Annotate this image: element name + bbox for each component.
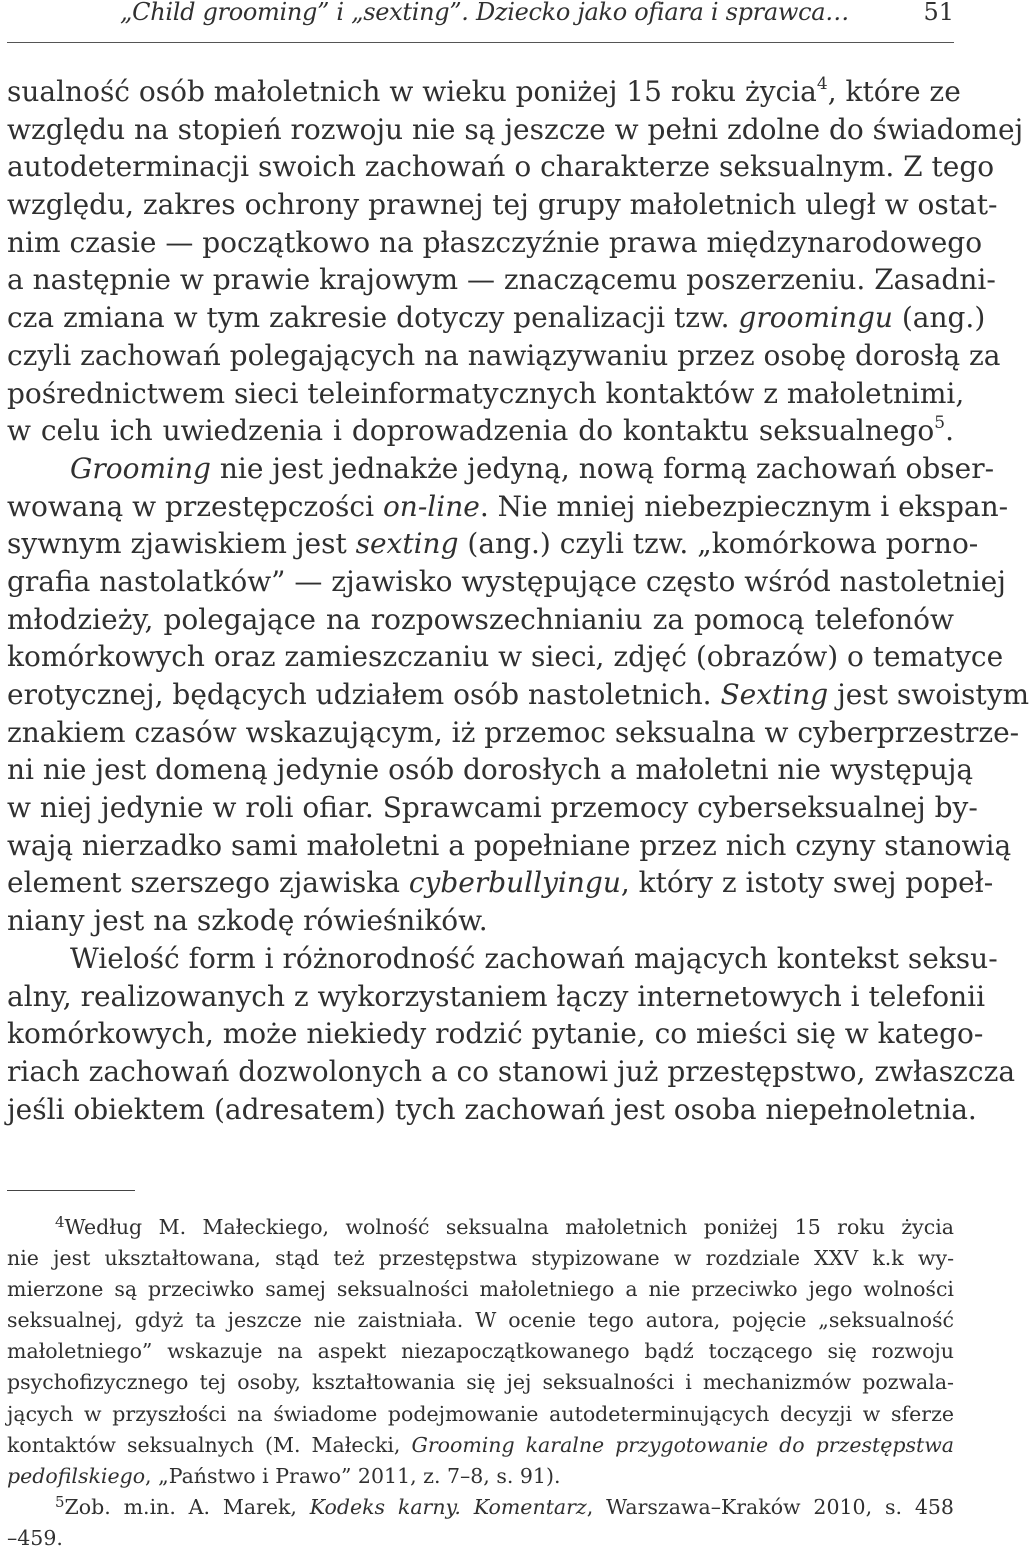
footnote-line: seksualnej, gdyż ta jeszcze nie zaistniała. W ocenie tego autora, pojęcie „seksualność: [7, 1308, 954, 1333]
running-header: [7, 0, 954, 43]
footnotes: [7, 1212, 954, 1554]
text-line: sualność osób małoletnich w wieku poniżej 15 roku życia$^4$, które ze: [7, 74, 961, 108]
text-line: nim czasie — początkowo na płaszczyźnie prawa międzynarodowego: [7, 225, 983, 259]
text-line: autodeterminacji swoich zachowań o charakterze seksualnym. Z tego: [7, 150, 995, 184]
text-line: Wielość form i różnorodność zachowań mających kontekst seksu-: [70, 941, 998, 975]
footnote-number: 5: [55, 1492, 65, 1511]
page-number: 51: [923, 0, 954, 26]
text-line: komórkowych, może niekiedy rodzić pytanie, co mieści się w katego-: [7, 1017, 984, 1051]
text-line: jeśli obiektem (adresatem) tych zachowań jest osoba niepełnoletnia.: [7, 1092, 977, 1126]
footnote-line: $^4$Według M. Małeckiego, wolność seksualna małoletnich poniżej 15 roku życia: [55, 1213, 954, 1239]
text-line: sywnym zjawiskiem jest sexting (ang.) czyli tzw. „komórkowa porno-: [7, 527, 979, 561]
text-line: niany jest na szkodę rówieśników.: [7, 904, 488, 938]
text-line: element szerszego zjawiska cyberbullyingu, który z istoty swej popeł-: [7, 866, 994, 900]
text-line: alny, realizowanych z wykorzystaniem łączy internetowych i telefonii: [7, 979, 986, 1013]
text-line: względu na stopień rozwoju nie są jeszcze w pełni zdolne do świadomej: [7, 112, 1024, 146]
footnote-number: 4: [55, 1213, 65, 1231]
text-line: wowaną w przestępczości on-line. Nie mniej niebezpiecznym i ekspan-: [7, 489, 1009, 523]
text-line: a następnie w prawie krajowym — znaczącemu poszerzeniu. Zasadni-: [7, 263, 996, 297]
footnote-line: psychofizycznego tej osoby, kształtowania się jej seksualności i mechanizmów pozwala-: [7, 1370, 954, 1395]
footnote-line: nie jest ukształtowana, stąd też przestępstwa stypizowane w rozdziale XXV k.k wy-: [7, 1246, 954, 1271]
text-line: komórkowych oraz zamieszczaniu w sieci, zdjęć (obrazów) o tematyce: [7, 640, 1004, 674]
footnote-line: –459.: [7, 1525, 63, 1550]
text-line: względu, zakres ochrony prawnej tej grupy małoletnich uległ w ostat-: [7, 188, 998, 222]
footnote-ref[interactable]: 5: [934, 413, 946, 434]
footnote-line: pedofilskiego, „Państwo i Prawo” 2011, z. 7–8, s. 91).: [7, 1463, 561, 1488]
footnote-line: $^5$Zob. m.in. A. Marek, Kodeks karny. Komentarz, Warszawa–Kraków 2010, s. 458: [55, 1492, 954, 1519]
footnote-line: mierzone są przeciwko samej seksualności małoletniego a nie przeciwko jego wolności: [7, 1277, 954, 1302]
text-line: Grooming nie jest jednakże jedyną, nową formą zachowań obser-: [70, 451, 995, 485]
text-line: wają nierzadko sami małoletni a popełniane przez nich czyny stanowią: [7, 828, 1012, 862]
text-line: młodzieży, polegające na rozpowszechnianiu za pomocą telefonów: [7, 602, 954, 636]
footnote-ref[interactable]: 4: [816, 74, 828, 94]
footnote-line: jących w przyszłości na świadome podejmowanie autodeterminujących decyzji w sferze: [7, 1401, 954, 1426]
footnote-line: kontaktów seksualnych (M. Małecki, Grooming karalne przygotowanie do przestępstwa: [7, 1432, 954, 1457]
text-line: cza zmiana w tym zakresie dotyczy penalizacji tzw. groomingu (ang.): [7, 301, 986, 335]
footnote-separator: [7, 1190, 135, 1191]
text-line: w celu ich uwiedzenia i doprowadzenia do kontaktu seksualnego$^5$.: [7, 413, 954, 448]
text-line: w niej jedynie w roli ofiar. Sprawcami przemocy cyberseksualnej by-: [7, 791, 978, 825]
footnote-line: małoletniego” wskazuje na aspekt niezapoczątkowanego bądź toczącego się rozwoju: [7, 1339, 954, 1364]
text-line: riach zachowań dozwolonych a co stanowi już przestępstwo, zwłaszcza: [7, 1054, 1016, 1088]
text-line: ni nie jest domeną jedynie osób dorosłych a małoletni nie występują: [7, 753, 974, 787]
main-text: [7, 73, 1029, 1128]
text-line: grafia nastolatków” — zjawisko występujące często wśród nastoletniej: [7, 564, 1006, 598]
text-line: czyli zachowań polegających na nawiązywaniu przez osobę dorosłą za: [7, 338, 1001, 372]
text-line: znakiem czasów wskazującym, iż przemoc seksualna w cyberprzestrze-: [7, 715, 1020, 749]
running-title: „Child grooming” i „sexting”. Dziecko jako ofiara i sprawca…: [120, 0, 849, 26]
text-line: pośrednictwem sieci teleinformatycznych kontaktów z małoletnimi,: [7, 376, 965, 410]
text-line: erotycznej, będących udziałem osób nastoletnich. Sexting jest swoistym: [7, 678, 1029, 711]
